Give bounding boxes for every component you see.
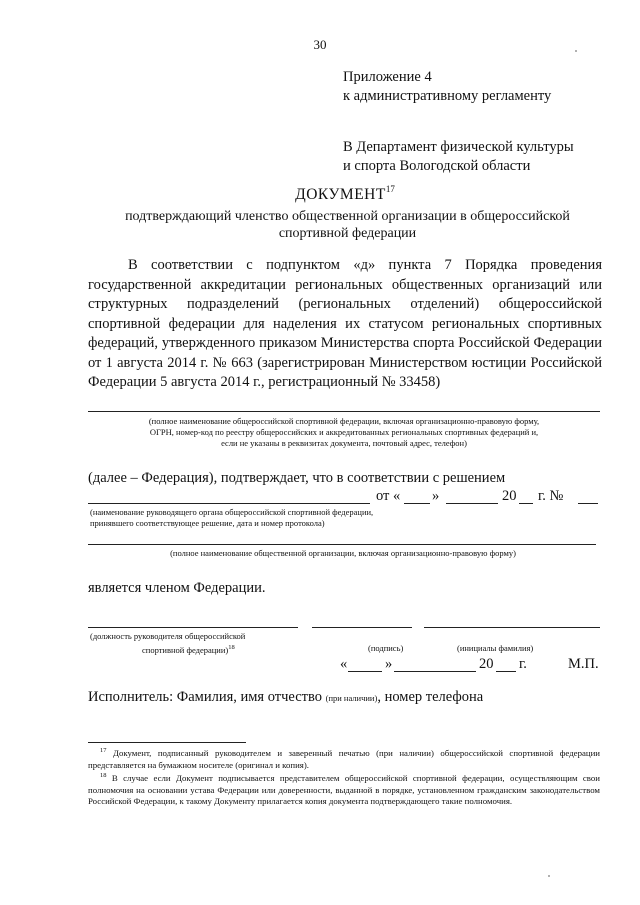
signature-day-line[interactable]: [348, 671, 382, 672]
executor-line: [88, 689, 483, 706]
federation-name-hint: [60, 416, 628, 449]
is-member-text: является членом Федерации.: [88, 580, 266, 596]
title-footnote-ref: 17: [385, 184, 395, 194]
decision-number-label: г. №: [538, 488, 564, 504]
body-hint-line-2: принявшего соответствующее решение, дата и номер протокола): [90, 518, 325, 528]
decision-day-line[interactable]: [404, 503, 430, 504]
legal-basis-paragraph: В соответствии с подпунктом «д» пункта 7 Порядка проведения государственной аккредитации региональных общественных организаций или структурных подразделений (региональных отделений) общероссийской спортивной федерации для наделения их статусом региональных спортивных федераций, утвержденного приказом Министерства спорта Российской Федерации от 1 августа 2014 г. № 663 (зарегистрирован Министерством юстиции Российской Федерации 5 августа 2014 г., регистрационный № 33458): [88, 257, 602, 390]
footnote-17-text: Документ, подписанный руководителем и заверенный печатью (при наличии) общероссийской спортивной федерации представляется на бумажном носителе (оригинал и копия).: [88, 748, 601, 770]
signature-date-close: »: [385, 656, 393, 672]
organization-name-line[interactable]: [88, 544, 596, 545]
signature-date-open: «: [340, 656, 348, 672]
footnote-18-ref: 18: [100, 772, 107, 779]
addressee-line-2: и спорта Вологодской области: [343, 158, 531, 174]
signature-year-line[interactable]: [496, 671, 516, 672]
decision-body-hint: [90, 507, 373, 529]
appendix-reference: [343, 68, 551, 106]
decision-from-label: от «: [376, 488, 401, 504]
signature-year-prefix: 20: [479, 656, 494, 672]
position-hint-line-1: (должность руководителя общероссийской: [90, 631, 246, 641]
scan-speck: [548, 875, 550, 877]
scan-speck: [575, 50, 577, 52]
signature-month-line[interactable]: [394, 671, 476, 672]
federation-hint-line-3: если не указаны в реквизитах документа, почтовый адрес, телефон): [221, 438, 467, 448]
position-hint: [90, 631, 245, 656]
subtitle-line-2: спортивной федерации: [278, 226, 417, 241]
footnote-17: [88, 745, 600, 771]
organization-name-hint: (полное наименование общественной организации, включая организационно-правовую форму): [170, 548, 516, 558]
federation-hint-line-1: (полное наименование общероссийской спортивной федерации, включая организационно-правовую форму,: [148, 416, 540, 426]
position-hint-line-2: спортивной федерации): [142, 645, 229, 655]
appendix-line-2: к административному регламенту: [343, 88, 552, 104]
footnote-separator: [88, 742, 246, 743]
subtitle-line-1: подтверждающий членство общественной организации в общероссийской: [125, 209, 570, 224]
decision-number-line[interactable]: [578, 503, 598, 504]
footnote-18-text: В случае если Документ подписывается представителем общероссийской спортивной федерации, осуществляющим свои полномочия на основании устава Федерации или доверенности, выданной в порядке, установленном гражданским законодательством Российской Федерации, к такому Документу прилагается копия документа подтверждающего такие полномочия.: [88, 773, 600, 806]
federation-confirms-text: (далее – Федерация), подтверждает, что в соответствии с решением: [88, 470, 506, 486]
document-subtitle: [90, 208, 605, 242]
initials-label: (инициалы фамилия): [457, 643, 534, 653]
executor-main: Исполнитель: Фамилия, имя отчество: [88, 689, 322, 705]
signature-year-suffix: г.: [519, 656, 527, 672]
body-hint-line-1: (наименование руководящего органа общероссийской спортивной федерации,: [90, 507, 374, 517]
document-title-text: ДОКУМЕНТ: [295, 186, 386, 203]
position-footnote-ref: 18: [228, 644, 235, 651]
decision-quote-close: »: [432, 488, 440, 504]
footnote-18: [88, 770, 600, 808]
position-line[interactable]: [88, 627, 298, 628]
decision-year-line[interactable]: [519, 503, 533, 504]
executor-tail: , номер телефона: [377, 689, 484, 705]
addressee: [343, 138, 574, 176]
footnote-17-ref: 17: [100, 747, 107, 754]
executor-optional: (при наличии): [325, 693, 378, 703]
addressee-line-1: В Департамент физической культуры: [343, 139, 574, 155]
initials-line[interactable]: [424, 627, 600, 628]
signature-label: (подпись): [368, 643, 404, 653]
decision-year-prefix: 20: [502, 488, 517, 504]
decision-month-line[interactable]: [446, 503, 498, 504]
federation-hint-line-2: ОГРН, номер-код по реестру общероссийских и аккредитованных региональных спортивных федераций и,: [149, 427, 539, 437]
decision-body-line[interactable]: [88, 503, 370, 504]
federation-name-line[interactable]: [88, 411, 600, 412]
stamp-place-label: М.П.: [568, 656, 599, 672]
signature-line[interactable]: [312, 627, 412, 628]
document-title: [0, 184, 640, 204]
page-number: 30: [313, 37, 327, 52]
appendix-line-1: Приложение 4: [343, 69, 432, 85]
